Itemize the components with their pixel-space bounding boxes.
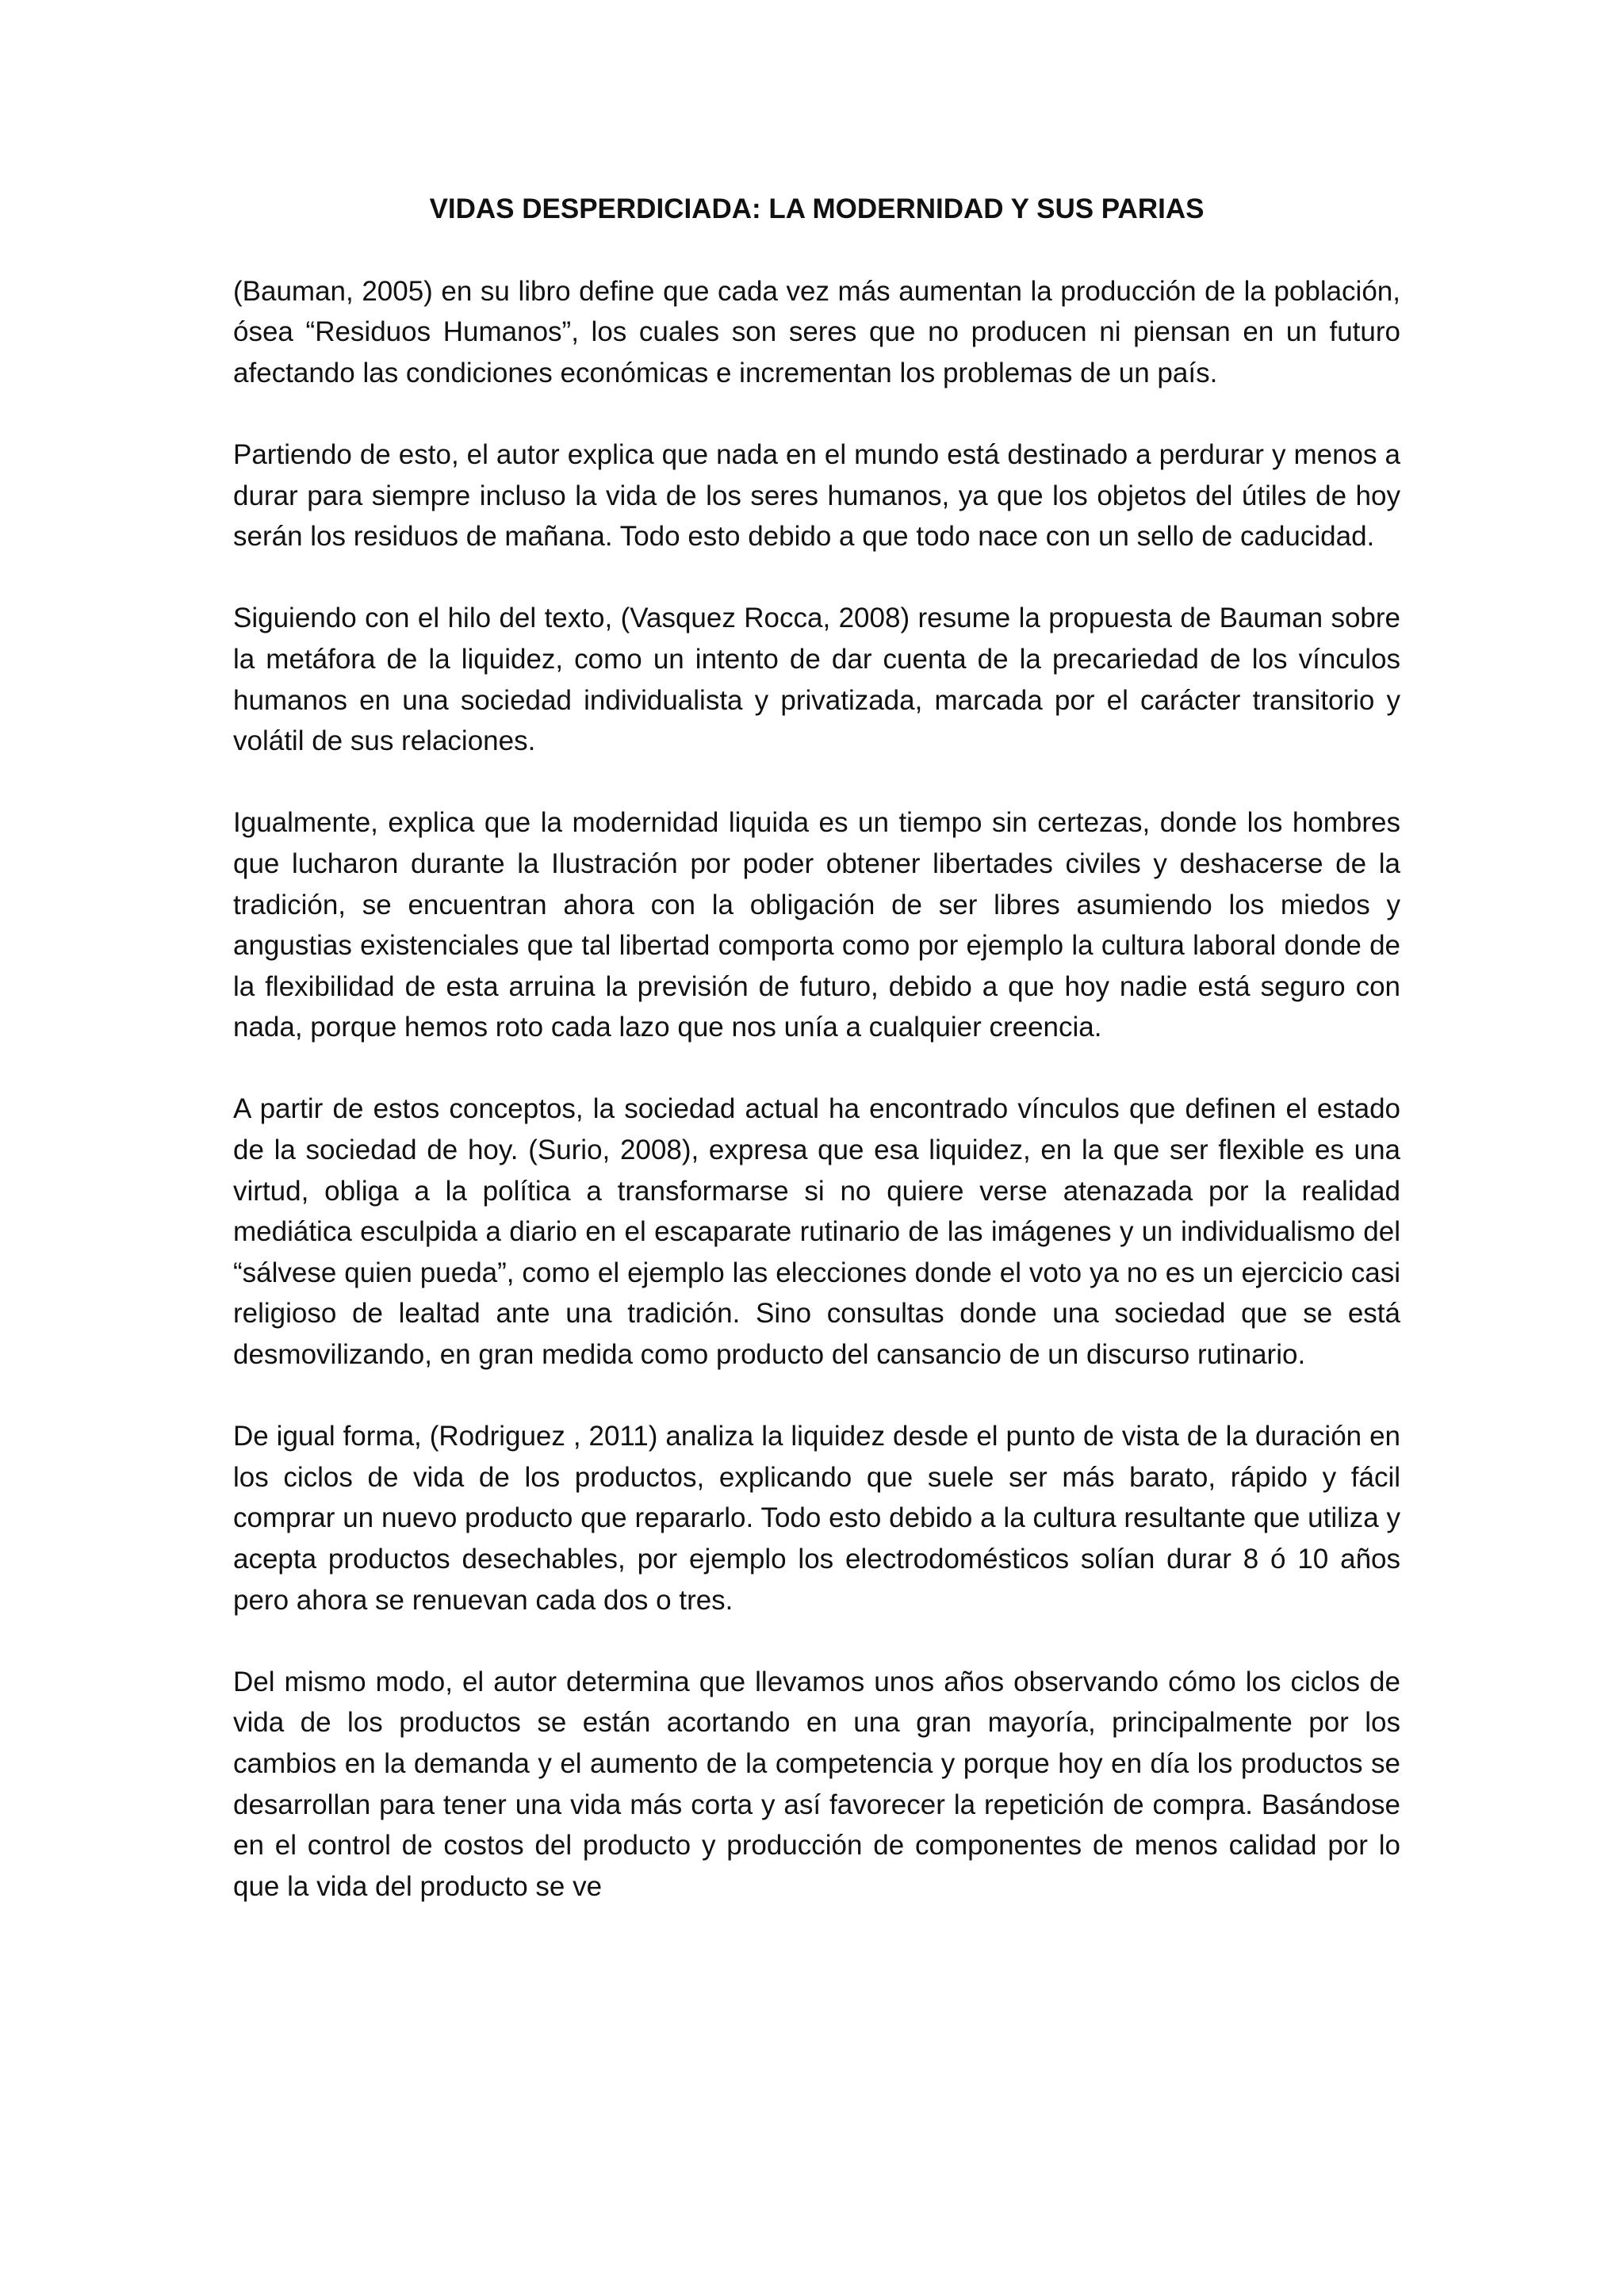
document-body	[233, 189, 1400, 1907]
paragraph-liquid-modernity: Igualmente, explica que la modernidad liquida es un tiempo sin certezas, donde los hombres que lucharon durante la Ilustración por poder obtener libertades civiles y deshacerse de la tradición, se encuentran ahora con la obligación de ser libres asumiendo los miedos y angustias existenciales que tal libertad comporta como por ejemplo la cultura laboral donde de la flexibilidad de esta arruina la previsión de futuro, debido a que hoy nadie está seguro con nada, porque hemos roto cada lazo que nos unía a cualquier creencia.	[233, 807, 1400, 1043]
paragraph-product-lifecycle: De igual forma, (Rodriguez , 2011) analiza la liquidez desde el punto de vista de la duración en los ciclos de vida de los productos, explicando que suele ser más barato, rápido y fácil comprar un nuevo producto que repararlo. Todo esto debido a la cultura resultante que utiliza y acepta productos desechables, por ejemplo los electrodomésticos solían durar 8 ó 10 años pero ahora se renuevan cada dos o tres.	[233, 1421, 1400, 1616]
paragraph-shorter-lifecycles: Del mismo modo, el autor determina que llevamos unos años observando cómo los ciclos de vida de los productos se están acortando en una gran mayoría, principalmente por los cambios en la demanda y el aumento de la competencia y porque hoy en día los productos se desarrollan para tener una vida más corta y así favorecer la repetición de compra. Basándose en el control de costos del producto y producción de componentes de menos calidad por lo que la vida del producto se ve	[233, 1666, 1400, 1902]
document-title: VIDAS DESPERDICIADA: LA MODERNIDAD Y SUS PARIAS	[429, 193, 1205, 224]
paragraph-bauman-definition: (Bauman, 2005) en su libro define que cada vez más aumentan la producción de la población, ósea “Residuos Humanos”, los cuales son seres que no producen ni piensan en un futuro afectando las condiciones económicas e incrementan los problemas de un país.	[233, 275, 1400, 388]
paragraph-liquidity-metaphor: Siguiendo con el hilo del texto, (Vasquez Rocca, 2008) resume la propuesta de Bauman sobre la metáfora de la liquidez, como un intento de dar cuenta de la precariedad de los vínculos humanos en una sociedad individualista y privatizada, marcada por el carácter transitorio y volátil de sus relaciones.	[233, 603, 1400, 757]
paragraph-nothing-lasts: Partiendo de esto, el autor explica que nada en el mundo está destinado a perdurar y menos a durar para siempre incluso la vida de los seres humanos, ya que los objetos del útiles de hoy serán los residuos de mañana. Todo esto debido a que todo nace con un sello de caducidad.	[233, 438, 1400, 553]
paragraph-society-links: A partir de estos conceptos, la sociedad actual ha encontrado vínculos que definen el estado de la sociedad de hoy. (Surio, 2008), expresa que esa liquidez, en la que ser flexible es una virtud, obliga a la política a transformarse si no quiere verse atenazada por la realidad mediática esculpida a diario en el escaparate rutinario de las imágenes y un individualismo del “sálvese quien pueda”, como el ejemplo las elecciones donde el voto ya no es un ejercicio casi religioso de lealtad ante una tradición. Sino consultas donde una sociedad que se está desmovilizando, en gran medida como producto del cansancio de un discurso rutinario.	[233, 1093, 1400, 1371]
